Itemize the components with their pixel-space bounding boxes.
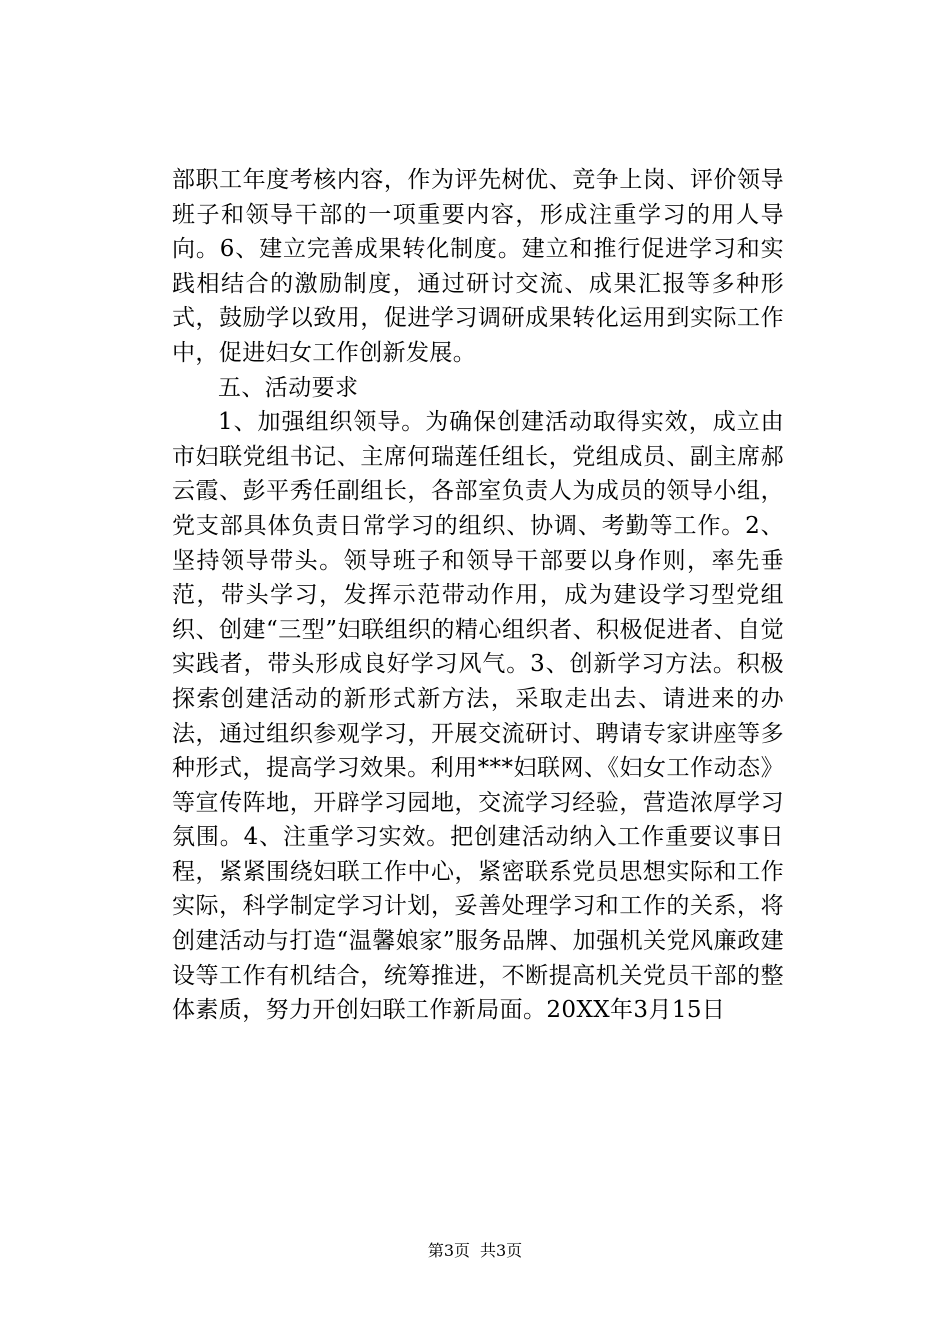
page-footer: [0, 1241, 950, 1261]
paragraph-continuation: 部职工年度考核内容，作为评先树优、竞争上岗、评价领导班子和领导干部的一项重要内容，形成注重学习的用人导向。6、建立完善成果转化制度。建立和推行促进学习和实践相结合的激励制度，通过研讨交流、成果汇报等多种形式，鼓励学以致用，促进学习调研成果转化运用到实际工作中，促进妇女工作创新发展。: [172, 167, 784, 366]
page-number-current: 第3页: [427, 1241, 470, 1260]
document-body: [172, 163, 784, 1028]
paragraph-requirements: 1、加强组织领导。为确保创建活动取得实效，成立由市妇联党组书记、主席何瑞莲任组长，党组成员、副主席郝云霞、彭平秀任副组长，各部室负责人为成员的领导小组，党支部具体负责日常学习的组织、协调、考勤等工作。2、坚持领导带头。领导班子和领导干部要以身作则，率先垂范，带头学习，发挥示范带动作用，成为建设学习型党组织、创建“三型”妇联组织的精心组织者、积极促进者、自觉实践者，带头形成良好学习风气。3、创新学习方法。积极探索创建活动的新形式新方法，采取走出去、请进来的办法，通过组织参观学习，开展交流研讨、聘请专家讲座等多种形式，提高学习效果。利用***妇联网、《妇女工作动态》等宣传阵地，开辟学习园地，交流学习经验，营造浓厚学习氛围。4、注重学习实效。把创建活动纳入工作重要议事日程，紧紧围绕妇联工作中心，紧密联系党员思想实际和工作实际，科学制定学习计划，妥善处理学习和工作的关系，将创建活动与打造“温馨娘家”服务品牌、加强机关党风廉政建设等工作有机结合，统筹推进，不断提高机关党员干部的整体素质，努力开创妇联工作新局面。20XX年3月15日: [172, 409, 784, 1024]
section-heading: 五、活动要求: [218, 374, 359, 401]
page-number-total: 共3页: [480, 1241, 523, 1260]
